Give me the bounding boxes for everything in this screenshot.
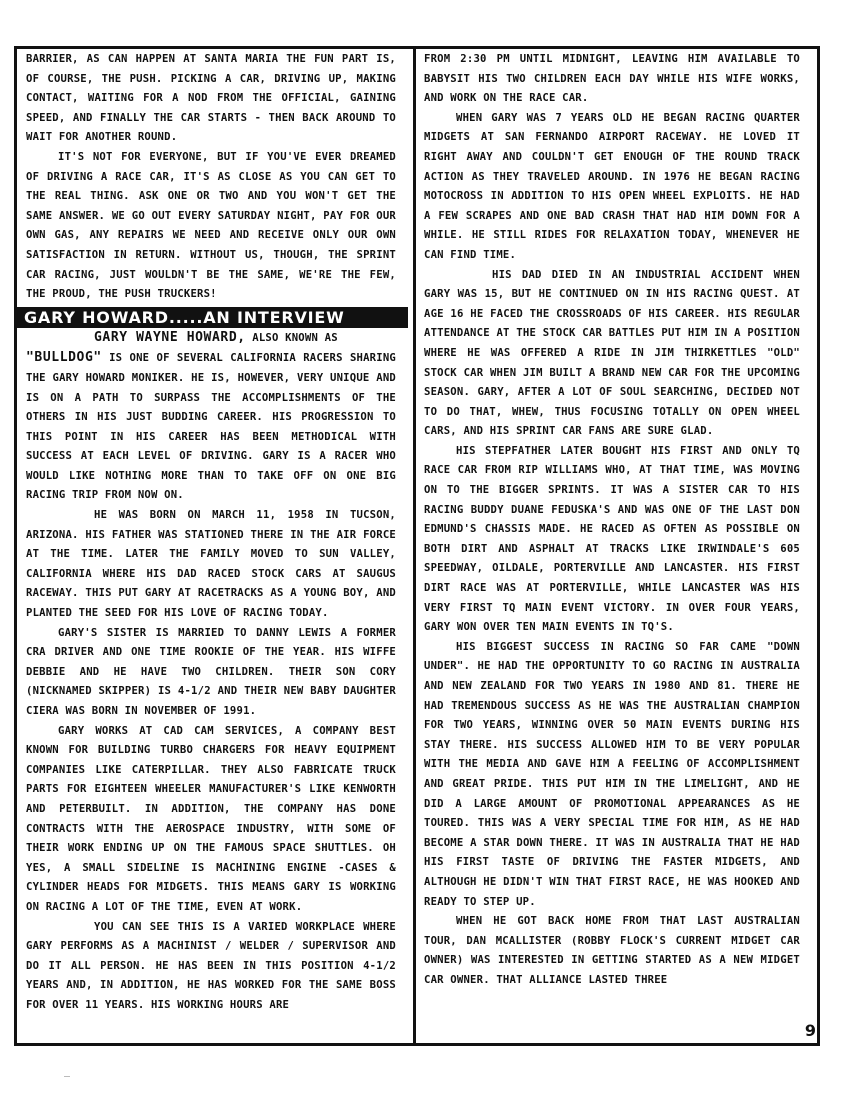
paragraph-not-for-everyone: IT'S NOT FOR EVERYONE, BUT IF YOU'VE EVER DREAMED OF DRIVING A RACE CAR, IT'S AS CLOSE AS YOU CAN GET TO THE REAL THING. ASK ONE OR TWO AND YOU WON'T GET THE SAME ANSWER. WE GO OUT EVERY SATURDAY NIGHT, PAY FOR OUR OWN GAS, ANY REPAIRS WE NEED AND RECEIVE ONLY OUR OWN SATISFACTION IN RETURN. WITHOUT US, THOUGH, THE SPRINT CAR RACING, JUST WOULDN'T BE THE SAME, WE'RE THE FEW, THE PROUD, THE PUSH TRUCKERS! (26, 150, 396, 301)
paragraph-workplace: YOU CAN SEE THIS IS A VARIED WORKPLACE WHERE GARY PERFORMS AS A MACHINIST / WELDER / SUPERVISOR AND DO IT ALL PERSON. HE HAS BEEN IN THIS POSITION 4-1/2 YEARS AND, IN ADDITION, HE HAS WORKED FOR THE SAME BOSS FOR OVER 11 YEARS. HIS WORKING HOURS ARE (26, 920, 396, 1011)
intro-body: IS ONE OF SEVERAL CALIFORNIA RACERS SHARING THE GARY HOWARD MONIKER. HE IS, HOWEVER, VERY UNIQUE AND IS ON A PATH TO SURPASS THE ACCOMPLISHMENTS OF THE OTHERS IN HIS JUST BUDDING CAREER. HIS PROGRESSION TO THIS POINT IN HIS CAREER HAS BEEN METHODICAL WITH SUCCESS AT EACH LEVEL OF DRIVING. GARY IS A RACER WHO WOULD LIKE NOTHING MORE THAN TO TAKE OFF ON ONE BIG RACING TRIP FROM NOW ON. (26, 352, 396, 502)
scan-speck (64, 1076, 70, 1077)
paragraph-back-home: WHEN HE GOT BACK HOME FROM THAT LAST AUSTRALIAN TOUR, DAN MCALLISTER (ROBBY FLOCK'S CURRENT MIDGET CAR OWNER) WAS INTERESTED IN GETTING STARTED AS A NEW MIDGET CAR OWNER. THAT ALLIANCE LASTED THREE (424, 915, 800, 986)
intro-rest: ALSO KNOWN AS (245, 331, 338, 344)
intro-nickname: "BULLDOG" (26, 350, 102, 366)
page-number: 9 (804, 1021, 816, 1040)
paragraph-intro (26, 328, 396, 506)
left-column (26, 50, 396, 1016)
paragraph-seven-years: WHEN GARY WAS 7 YEARS OLD HE BEGAN RACING QUARTER MIDGETS AT SAN FERNANDO AIRPORT RACEWAY. HE LOVED IT RIGHT AWAY AND COULDN'T GET ENOUGH OF THE ROUND TRACK ACTION AS THEY TRAVELED AROUND. IN 1976 HE BEGAN RACING MOTOCROSS IN ADDITION TO HIS OPEN WHEEL EXPLOITS. HE HAD A FEW SCRAPES AND ONE BAD CRASH THAT HAD HIM DOWN FOR A WHILE. HE STILL RIDES FOR RELAXATION TODAY, WHENEVER HE CAN FIND TIME. (424, 111, 800, 261)
paragraph-sister: GARY'S SISTER IS MARRIED TO DANNY LEWIS A FORMER CRA DRIVER AND ONE TIME ROOKIE OF THE YEAR. HIS WIFFE DEBBIE AND HE HAVE TWO CHILDREN. THEIR SON CORY (NICKNAMED SKIPPER) IS 4-1/2 AND THEIR NEW BABY DAUGHTER CIERA WAS BORN IN NOVEMBER OF 1991. (26, 626, 396, 717)
paragraph-from: FROM 2:30 PM UNTIL MIDNIGHT, LEAVING HIM AVAILABLE TO BABYSIT HIS TWO CHILDREN EACH DAY WHILE HIS WIFE WORKS, AND WORK ON THE RACE CAR. (424, 53, 800, 105)
paragraph-dad: HIS DAD DIED IN AN INDUSTRIAL ACCIDENT WHEN GARY WAS 15, BUT HE CONTINUED ON IN HIS RACING QUEST. AT AGE 16 HE FACED THE CROSSROADS OF HIS CAREER. HIS REGULAR ATTENDANCE AT THE STOCK CAR BATTLES PUT HIM IN A POSITION WHERE HE WAS OFFERED A RIDE IN JIM THIRKETTLES "OLD" STOCK CAR WHEN JIM BUILT A BRAND NEW CAR FOR THE UPCOMING SEASON. GARY, AFTER A LOT OF SOUL SEARCHING, DECIDED NOT TO DO THAT, WHEW, THUS FOCUSING TOTALLY ON OPEN WHEEL CARS, AND HIS SPRINT CAR FANS ARE SURE GLAD. (424, 268, 800, 438)
column-divider (413, 46, 416, 1046)
paragraph-cadcam: GARY WORKS AT CAD CAM SERVICES, A COMPANY BEST KNOWN FOR BUILDING TURBO CHARGERS FOR HEAVY EQUIPMENT COMPANIES LIKE CATERPILLAR. THEY ALSO FABRICATE TRUCK PARTS FOR EIGHTEEN WHEELER MANUFACTURER'S LIKE KENWORTH AND PETERBUILT. IN ADDITION, THE COMPANY HAS DONE CONTRACTS WITH THE AEROSPACE INDUSTRY, WITH SOME OF THEIR WORK ENDING UP ON THE FAMOUS SPACE SHUTTLES. OH YES, A SMALL SIDELINE IS MACHINING ENGINE -CASES & CYLINDER HEADS FOR MIDGETS. THIS MEANS GARY IS WORKING ON RACING A LOT OF THE TIME, EVEN AT WORK. (26, 724, 396, 913)
paragraph-barrier: BARRIER, AS CAN HAPPEN AT SANTA MARIA THE FUN PART IS, OF COURSE, THE PUSH. PICKING A CAR, DRIVING UP, MAKING CONTACT, WAITING FOR A NOD FROM THE OFFICIAL, GAINING SPEED, AND FINALLY THE CAR STARTS - THEN BACK AROUND TO WAIT FOR ANOTHER ROUND. (26, 53, 396, 144)
paragraph-born: HE WAS BORN ON MARCH 11, 1958 IN TUCSON, ARIZONA. HIS FATHER WAS STATIONED THERE IN THE AIR FORCE AT THE TIME. LATER THE FAMILY MOVED TO SUN VALLEY, CALIFORNIA WHERE HIS DAD RACED STOCK CARS AT SAUGUS RACEWAY. THIS PUT GARY AT RACETRACKS AS A YOUNG BOY, AND PLANTED THE SEED FOR HIS LOVE OF RACING TODAY. (26, 509, 396, 620)
paragraph-stepfather: HIS STEPFATHER LATER BOUGHT HIS FIRST AND ONLY TQ RACE CAR FROM RIP WILLIAMS WHO, AT THAT TIME, WAS MOVING ON TO THE BIGGER SPRINTS. IT WAS A SISTER CAR TO HIS RACING BUDDY DUANE FEDUSKA'S AND WAS ONE OF THE LAST DON EDMUND'S CHASSIS MADE. HE RACED AS OFTEN AS POSSIBLE ON BOTH DIRT AND ASPHALT AT TRACKS LIKE IRWINDALE'S 605 SPEEDWAY, OILDALE, PORTERVILLE AND LANCASTER. HIS FIRST DIRT RACE WAS AT PORTERVILLE, WHILE LANCASTER WAS HIS VERY FIRST TQ MAIN EVENT VICTORY. IN OVER FOUR YEARS, GARY WON OVER TEN MAIN EVENTS IN TQ'S. (424, 444, 800, 634)
right-column (424, 50, 800, 991)
intro-name: GARY WAYNE HOWARD, (94, 329, 246, 345)
section-title-banner: GARY HOWARD.....AN INTERVIEW (14, 307, 408, 328)
paragraph-down-under: HIS BIGGEST SUCCESS IN RACING SO FAR CAME "DOWN UNDER". HE HAD THE OPPORTUNITY TO GO RACING IN AUSTRALIA AND NEW ZEALAND FOR TWO YEARS IN 1980 AND 81. THERE HE HAD TREMENDOUS SUCCESS AS HE WAS THE AUSTRALIAN CHAMPION FOR TWO YEARS, WINNING OVER 50 MAIN EVENTS DURING HIS STAY THERE. HIS SUCCESS ALLOWED HIM TO BE VERY POPULAR WITH THE MEDIA AND GAVE HIM A FEELING OF ACCOMPLISHMENT AND GREAT PRIDE. THIS PUT HIM IN THE LIMELIGHT, AND HE DID A LARGE AMOUNT OF PROMOTIONAL APPEARANCES AS HE TOURED. THIS WAS A VERY SPECIAL TIME FOR HIM, AS HE HAD BECOME A STAR DOWN THERE. IT WAS IN AUSTRALIA THAT HE HAD HIS FIRST TASTE OF DRIVING THE FASTER MIDGETS, AND ALTHOUGH HE DIDN'T WIN THAT FIRST RACE, HE WAS HOOKED AND READY TO STEP UP. (424, 640, 800, 908)
